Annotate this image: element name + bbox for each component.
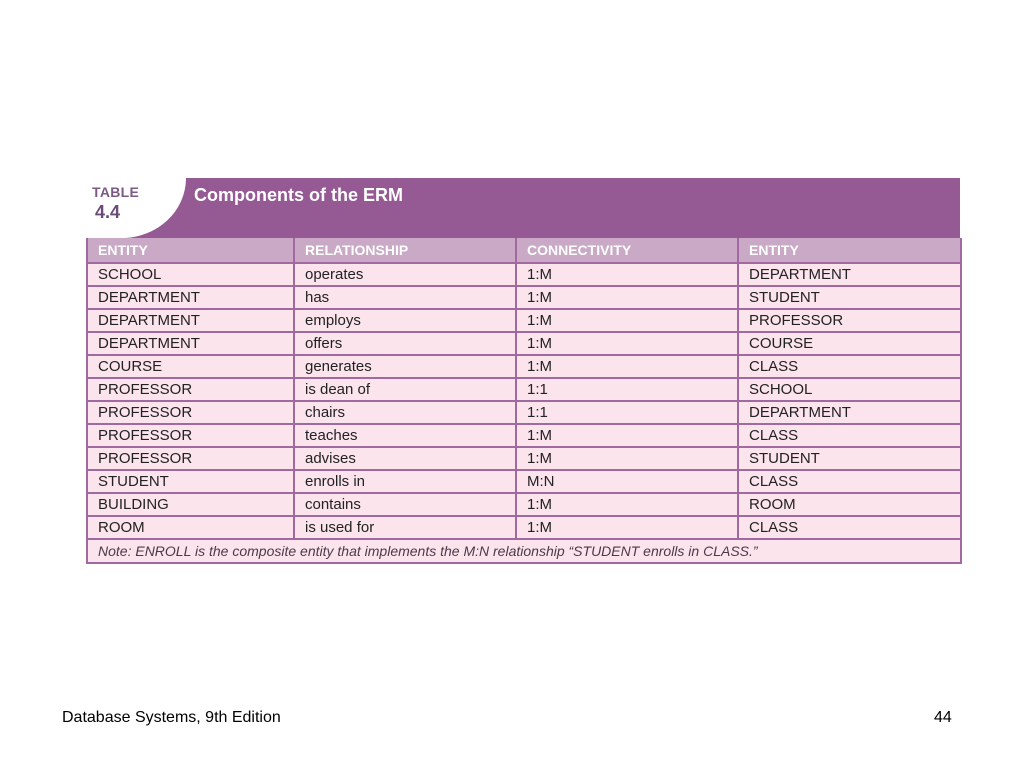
cell-entity: DEPARTMENT bbox=[87, 309, 294, 332]
cell-connectivity: M:N bbox=[516, 470, 738, 493]
cell-entity: ROOM bbox=[87, 516, 294, 539]
cell-related-entity: ROOM bbox=[738, 493, 961, 516]
table-note-row bbox=[87, 539, 961, 563]
cell-relationship: contains bbox=[294, 493, 516, 516]
column-header-entity: ENTITY bbox=[87, 238, 294, 263]
cell-related-entity: COURSE bbox=[738, 332, 961, 355]
cell-related-entity: CLASS bbox=[738, 355, 961, 378]
cell-connectivity: 1:M bbox=[516, 263, 738, 286]
table-row bbox=[87, 355, 961, 378]
cell-related-entity: SCHOOL bbox=[738, 378, 961, 401]
column-header-relationship: RELATIONSHIP bbox=[294, 238, 516, 263]
cell-entity: PROFESSOR bbox=[87, 447, 294, 470]
footer-page-number: 44 bbox=[934, 709, 952, 726]
cell-connectivity: 1:M bbox=[516, 355, 738, 378]
cell-relationship: is dean of bbox=[294, 378, 516, 401]
cell-connectivity: 1:1 bbox=[516, 401, 738, 424]
cell-relationship: advises bbox=[294, 447, 516, 470]
table-header-row bbox=[87, 238, 961, 263]
cell-related-entity: CLASS bbox=[738, 470, 961, 493]
table-row bbox=[87, 424, 961, 447]
cell-related-entity: DEPARTMENT bbox=[738, 263, 961, 286]
cell-connectivity: 1:1 bbox=[516, 378, 738, 401]
cell-related-entity: CLASS bbox=[738, 516, 961, 539]
column-header-entity-2: ENTITY bbox=[738, 238, 961, 263]
table-figure bbox=[86, 178, 960, 564]
table-row bbox=[87, 447, 961, 470]
cell-entity: BUILDING bbox=[87, 493, 294, 516]
footer-book-title: Database Systems, 9th Edition bbox=[62, 709, 281, 726]
cell-connectivity: 1:M bbox=[516, 424, 738, 447]
table-row bbox=[87, 309, 961, 332]
cell-relationship: is used for bbox=[294, 516, 516, 539]
table-row bbox=[87, 493, 961, 516]
cell-connectivity: 1:M bbox=[516, 286, 738, 309]
cell-entity: DEPARTMENT bbox=[87, 286, 294, 309]
table-row bbox=[87, 378, 961, 401]
cell-relationship: teaches bbox=[294, 424, 516, 447]
table-row bbox=[87, 470, 961, 493]
cell-entity: STUDENT bbox=[87, 470, 294, 493]
cell-relationship: has bbox=[294, 286, 516, 309]
cell-entity: DEPARTMENT bbox=[87, 332, 294, 355]
cell-entity: PROFESSOR bbox=[87, 401, 294, 424]
table-row bbox=[87, 263, 961, 286]
cell-related-entity: PROFESSOR bbox=[738, 309, 961, 332]
cell-related-entity: DEPARTMENT bbox=[738, 401, 961, 424]
cell-related-entity: STUDENT bbox=[738, 286, 961, 309]
cell-related-entity: STUDENT bbox=[738, 447, 961, 470]
cell-entity: SCHOOL bbox=[87, 263, 294, 286]
table-row bbox=[87, 332, 961, 355]
cell-related-entity: CLASS bbox=[738, 424, 961, 447]
cell-entity: PROFESSOR bbox=[87, 424, 294, 447]
table-title: Components of the ERM bbox=[194, 185, 403, 205]
column-header-connectivity: CONNECTIVITY bbox=[516, 238, 738, 263]
table-badge-number: 4.4 bbox=[95, 202, 121, 222]
table-row bbox=[87, 401, 961, 424]
cell-relationship: generates bbox=[294, 355, 516, 378]
cell-entity: PROFESSOR bbox=[87, 378, 294, 401]
cell-connectivity: 1:M bbox=[516, 309, 738, 332]
cell-relationship: employs bbox=[294, 309, 516, 332]
table-row bbox=[87, 286, 961, 309]
cell-connectivity: 1:M bbox=[516, 447, 738, 470]
table-note: Note: ENROLL is the composite entity that implements the M:N relationship “STUDENT enrolls in CLASS.” bbox=[87, 539, 961, 563]
cell-relationship: offers bbox=[294, 332, 516, 355]
cell-relationship: operates bbox=[294, 263, 516, 286]
cell-connectivity: 1:M bbox=[516, 332, 738, 355]
table-row bbox=[87, 516, 961, 539]
table-badge-word: TABLE bbox=[92, 184, 140, 200]
cell-relationship: enrolls in bbox=[294, 470, 516, 493]
cell-relationship: chairs bbox=[294, 401, 516, 424]
cell-connectivity: 1:M bbox=[516, 493, 738, 516]
cell-entity: COURSE bbox=[87, 355, 294, 378]
erm-components-table bbox=[86, 238, 962, 564]
cell-connectivity: 1:M bbox=[516, 516, 738, 539]
